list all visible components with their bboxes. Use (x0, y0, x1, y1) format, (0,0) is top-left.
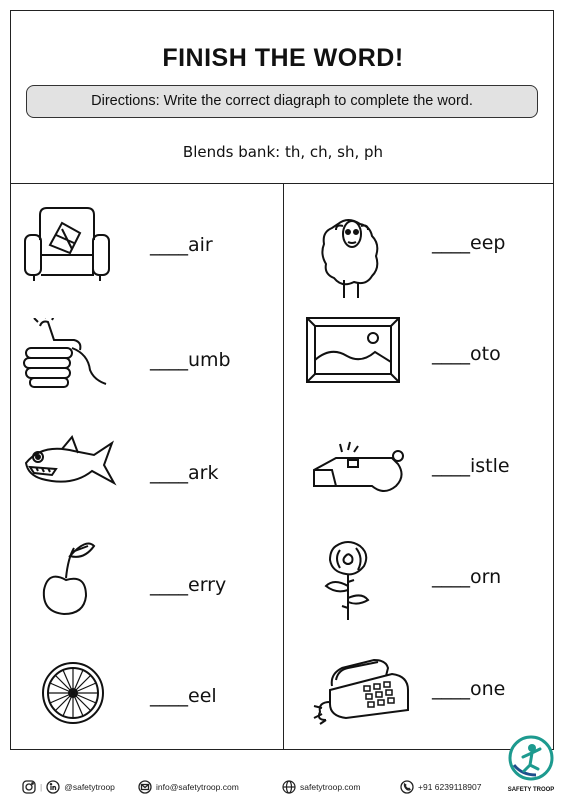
blends-bank: Blends bank: th, ch, sh, ph (182, 143, 384, 161)
instagram-icon (22, 780, 36, 794)
word-blank: ____eep (432, 232, 506, 254)
globe-icon (282, 780, 296, 794)
social-handle: @safetytroop (64, 782, 115, 792)
phone-text: +91 6239118907 (418, 782, 482, 792)
thorn-rose-icon (322, 540, 374, 622)
phone-icon (312, 656, 412, 726)
footer-social (22, 776, 115, 798)
word-blank: ____oto (432, 343, 501, 365)
word-blank: ____umb (150, 349, 231, 371)
cherry-icon (38, 538, 98, 618)
word-blank: ____erry (150, 574, 227, 596)
divider-vertical (283, 183, 284, 750)
thumb-icon (18, 318, 108, 390)
footer-phone (400, 776, 481, 798)
page-title: FINISH THE WORD! (162, 44, 404, 72)
directions-box: Directions: Write the correct diagraph to complete the word. (26, 85, 538, 118)
footer-email (138, 776, 239, 798)
safety-troop-logo-icon (508, 735, 554, 781)
footer-website (282, 776, 360, 798)
separator: | (40, 782, 43, 792)
word-blank: ____one (432, 678, 506, 700)
email-text: info@safetytroop.com (156, 782, 239, 792)
website-text: safetytroop.com (300, 782, 361, 792)
phone-call-icon (400, 780, 414, 794)
sheep-icon (318, 208, 382, 302)
word-blank: ____eel (150, 685, 217, 707)
photo-icon (305, 316, 401, 386)
brand-name: SAFETY TROOP (507, 787, 555, 793)
word-blank: ____orn (432, 566, 502, 588)
wheel-icon (40, 660, 106, 726)
armchair-icon (22, 205, 112, 283)
brand-logo (503, 735, 559, 797)
word-blank: ____air (150, 234, 213, 256)
divider-horizontal (10, 183, 554, 184)
word-blank: ____istle (432, 455, 510, 477)
word-blank: ____ark (150, 462, 219, 484)
linkedin-icon (46, 780, 60, 794)
shark-icon (22, 435, 118, 497)
whistle-icon (312, 440, 410, 496)
email-icon (138, 780, 152, 794)
